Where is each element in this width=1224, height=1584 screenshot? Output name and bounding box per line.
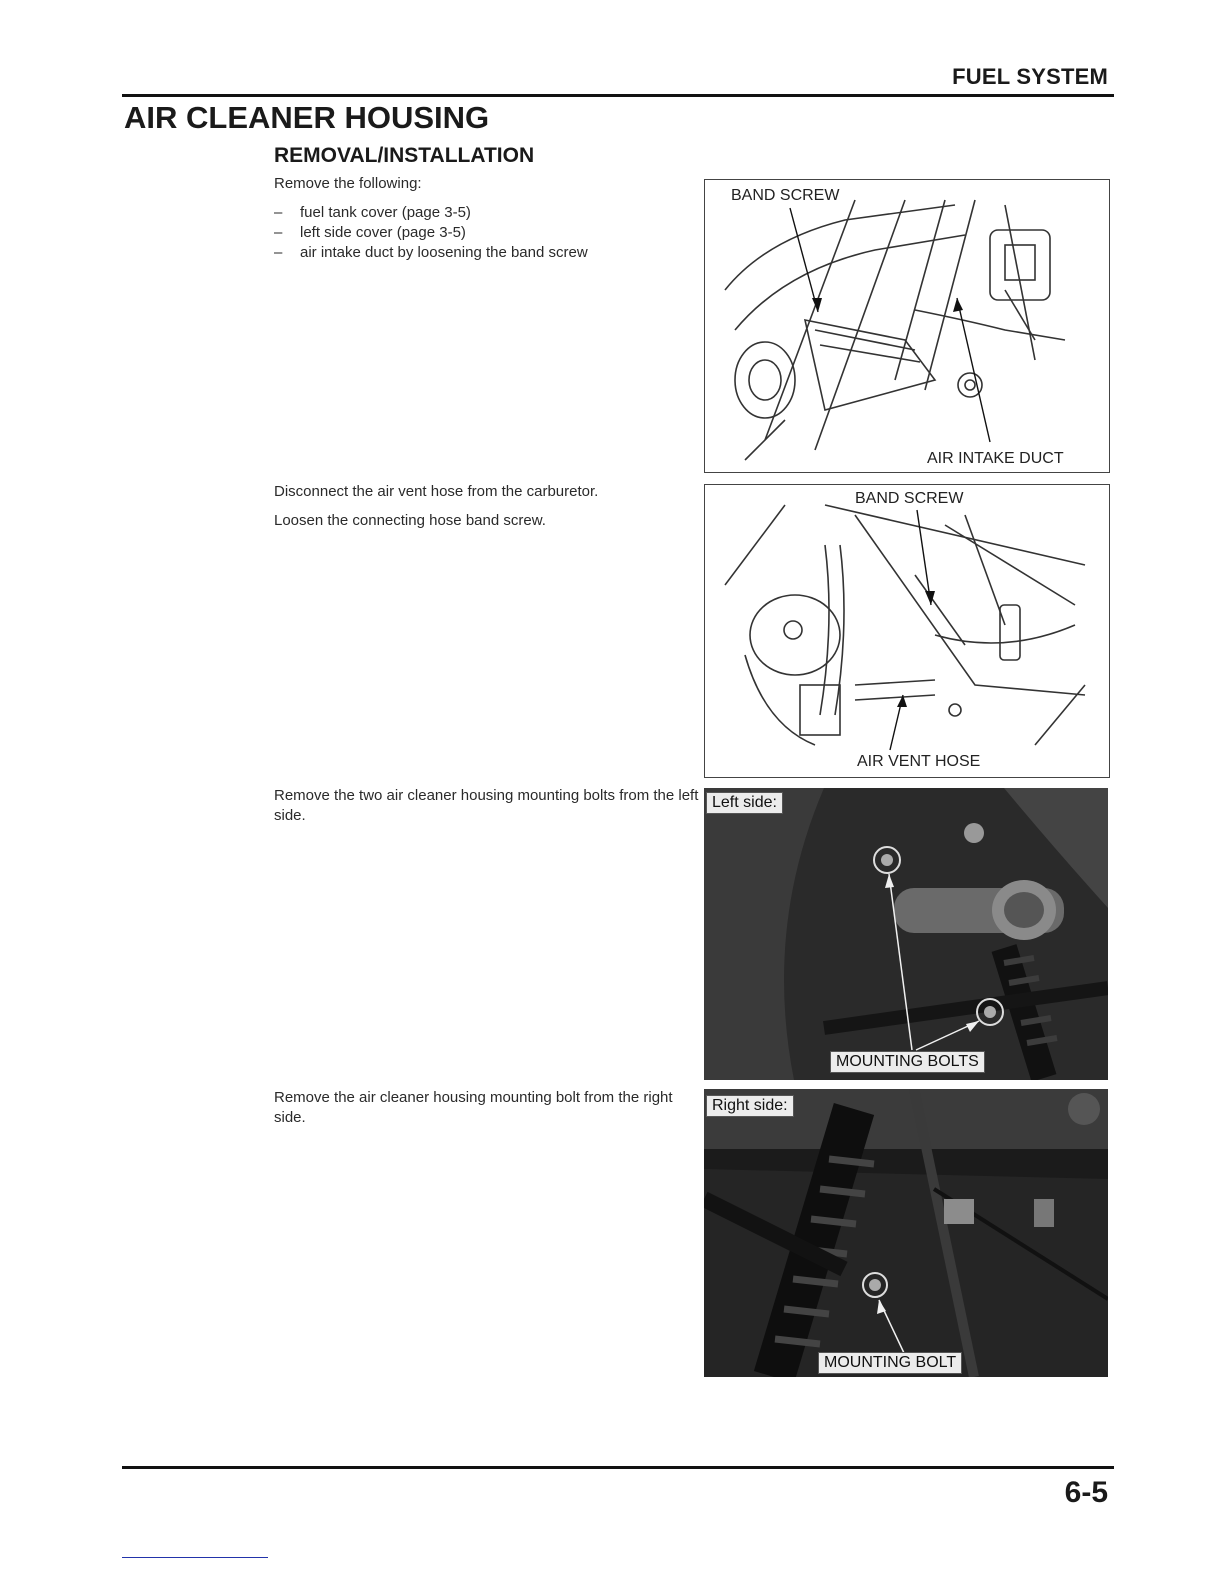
bottom-rule [122,1466,1114,1469]
callout-air-intake-duct: AIR INTAKE DUCT [927,450,1064,467]
callout-air-vent-hose: AIR VENT HOSE [857,753,981,770]
intro-text: Remove the following: [274,175,422,192]
photo-illustration [704,788,1108,1080]
callout-band-screw: BAND SCREW [731,187,840,204]
side-label-left: Left side: [706,792,783,814]
photo-illustration [704,1089,1108,1377]
page-title: AIR CLEANER HOUSING [124,100,490,135]
line-drawing [705,180,1109,472]
figure-air-vent-hose [704,484,1110,778]
page-number: 6-5 [1064,1476,1108,1509]
list-item: – air intake duct by loosening the band screw [274,243,588,263]
removal-list [274,203,588,263]
list-item: – left side cover (page 3-5) [274,223,588,243]
list-item: – fuel tank cover (page 3-5) [274,203,588,223]
callout-mounting-bolts: MOUNTING BOLTS [830,1051,985,1073]
figure-air-intake-duct [704,179,1110,473]
photo-right-side [704,1089,1108,1377]
photo-left-side [704,788,1108,1080]
callout-mounting-bolt: MOUNTING BOLT [818,1352,962,1374]
step-disconnect-hose: Disconnect the air vent hose from the carburetor. [274,483,599,500]
step-right-bolt: Remove the air cleaner housing mounting bolt from the right side. [274,1089,673,1126]
subheading: REMOVAL/INSTALLATION [274,144,535,167]
side-label-right: Right side: [706,1095,794,1117]
section-title: FUEL SYSTEM [952,64,1108,89]
step-left-bolts: Remove the two air cleaner housing mounting bolts from the left side. [274,787,699,824]
step-loosen-band: Loosen the connecting hose band screw. [274,512,546,529]
footer-rule [122,1557,268,1558]
callout-band-screw: BAND SCREW [855,490,964,507]
top-rule [122,94,1114,97]
line-drawing [705,485,1109,777]
